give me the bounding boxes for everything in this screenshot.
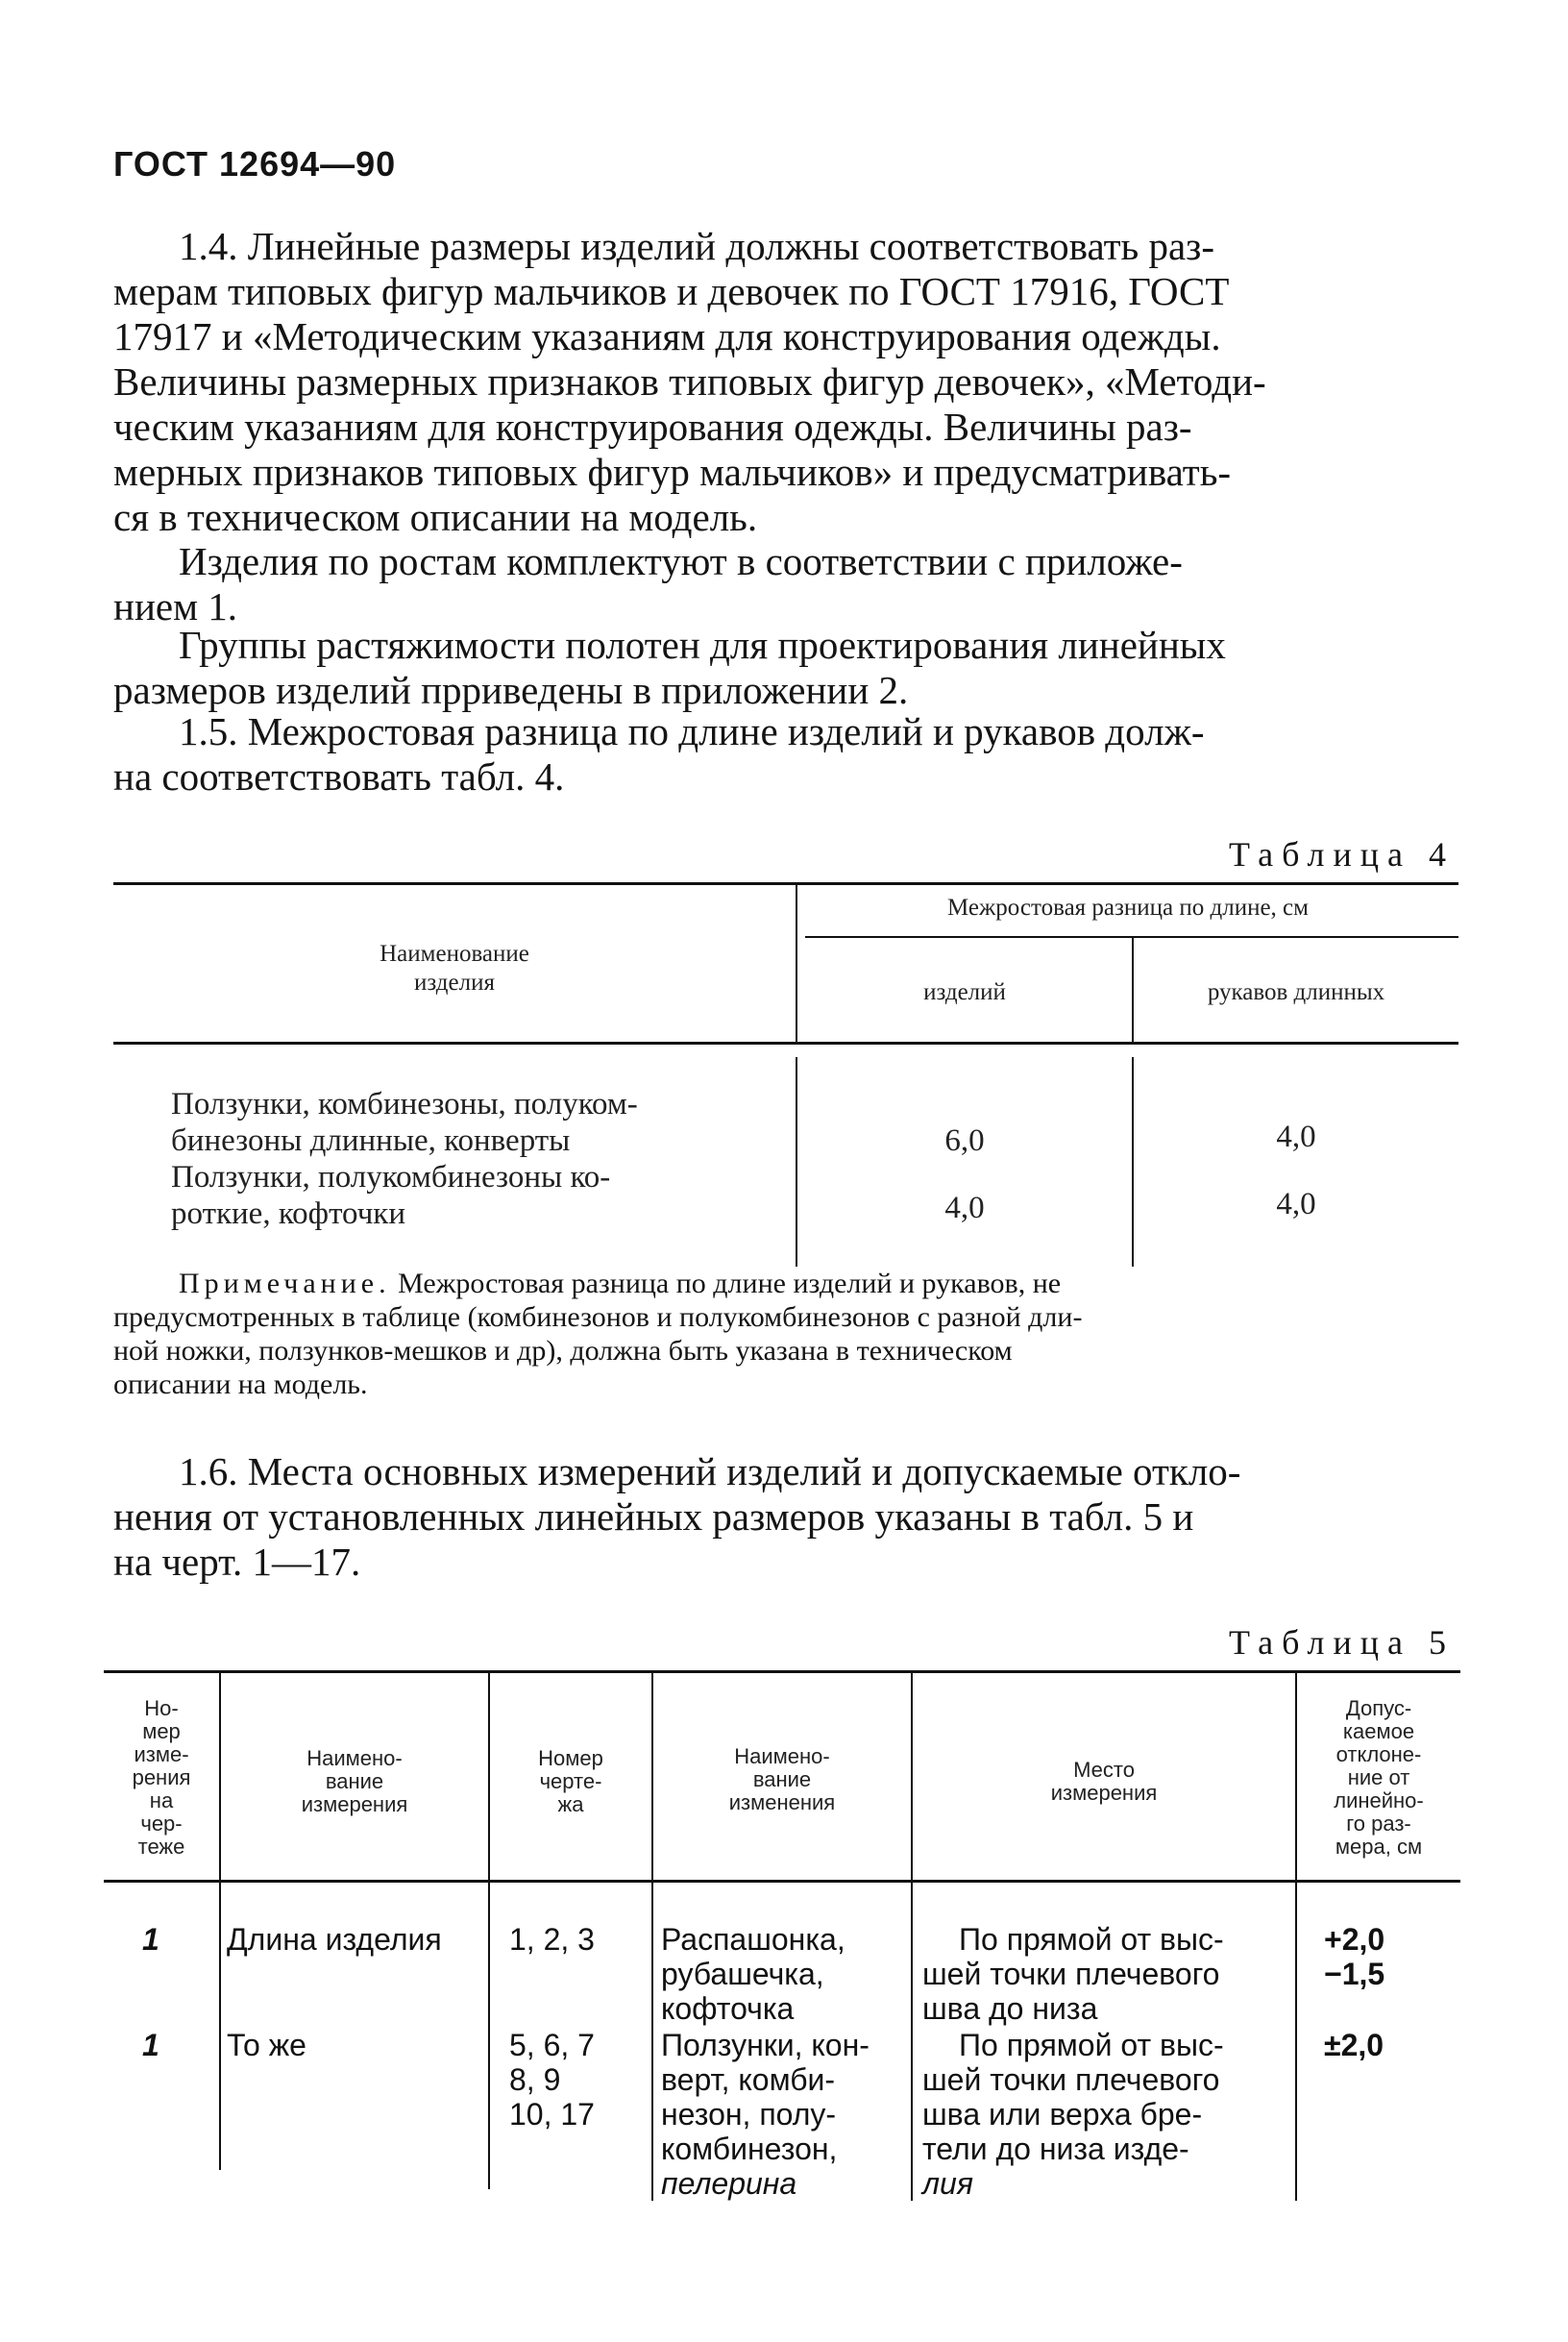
- column-divider: [1132, 1057, 1134, 1267]
- text-line: 1.6. Места основных измерений изделий и допускаемые откло-: [179, 1449, 1241, 1493]
- note-label: Примечание.: [179, 1268, 391, 1299]
- header-measure-name: Наимено- вание измерения: [301, 1746, 408, 1816]
- table-cell-drawing: 1, 2, 3: [509, 1922, 595, 1957]
- table-row-name: Ползунки, комбинезоны, полуком- бинезоны длинные, конверты Ползунки, полукомбинезоны ко- роткие, кофточки: [171, 1087, 638, 1231]
- text-line: на черт. 1—17.: [113, 1540, 361, 1584]
- table-cell-num: 1: [142, 1922, 159, 1957]
- paragraph-stretch-groups: [113, 623, 1458, 713]
- text-line: нием 1.: [113, 584, 238, 629]
- text-line: Изделия по ростам комплектуют в соответствии с приложе-: [179, 539, 1183, 583]
- header-item-name: Наимено- вание изменения: [728, 1744, 836, 1814]
- text-line: 17917 и «Методическим указаниям для конструирования одежды.: [113, 314, 1221, 358]
- table-rule: [104, 1670, 1460, 1673]
- table-cell-item: Ползунки, кон- верт, комби- незон, полу- комбинезон, пелерина: [661, 2028, 870, 2201]
- text-line: 1.4. Линейные размеры изделий должны соответствовать раз-: [179, 224, 1215, 268]
- table-cell: 4,0: [1276, 1120, 1316, 1154]
- table-cell-measure: Длина изделия: [227, 1922, 442, 1957]
- text-line: размеров изделий прриведены в приложении 2.: [113, 668, 909, 712]
- table-cell-tolerance: ±2,0: [1324, 2028, 1384, 2062]
- header-place: Место измерения: [1050, 1758, 1158, 1805]
- text-line: на соответствовать табл. 4.: [113, 754, 565, 799]
- text-line: Группы растяжимости полотен для проектирования линейных: [179, 623, 1226, 667]
- table-cell: 4,0: [944, 1191, 985, 1225]
- header-group: Межростовая разница по длине, см: [947, 895, 1309, 921]
- column-divider: [796, 1057, 797, 1267]
- table-cell: 4,0: [1276, 1187, 1316, 1221]
- text-line: ческим указаниям для конструирования одежды. Величины раз-: [113, 405, 1192, 449]
- header-item-name: Наименование изделия: [380, 941, 529, 996]
- table-cell-place: По прямой от выс- шей точки плечевого шва до низа: [922, 1922, 1224, 2026]
- header-col-sleeves: рукавов длинных: [1207, 979, 1385, 1005]
- text-line: мерных признаков типовых фигур мальчиков» и предусматривать-: [113, 450, 1232, 494]
- text-line: ной ножки, ползунков-мешков и др), должна быть указана в техническом: [113, 1335, 1013, 1367]
- table4-note: [113, 1267, 1458, 1401]
- column-divider: [219, 1670, 221, 2170]
- table-4: [113, 882, 1458, 1267]
- table-rule: [113, 1042, 1458, 1045]
- paragraph-sets: [113, 539, 1458, 629]
- table-cell-num: 1: [142, 2028, 159, 2062]
- section-1-5: [113, 709, 1458, 800]
- text-line: Межростовая разница по длине изделий и рукавов, не: [390, 1268, 1062, 1299]
- table-rule: [113, 882, 1458, 885]
- doc-code: ГОСТ 12694—90: [113, 144, 397, 184]
- table-cell: 6,0: [944, 1123, 985, 1158]
- text-line: 1.5. Межростовая разница по длине изделий и рукавов долж-: [179, 709, 1205, 753]
- table-rule: [104, 1880, 1460, 1883]
- section-1-6: [113, 1449, 1458, 1585]
- table-cell-drawing: 5, 6, 7 8, 9 10, 17: [509, 2028, 595, 2132]
- header-tolerance: Допус- каемое отклоне- ние от линейно- го раз- мера, см: [1334, 1696, 1424, 1859]
- text-line: ся в техническом описании на модель.: [113, 495, 758, 539]
- text-line: нения от установленных линейных размеров указаны в табл. 5 и: [113, 1494, 1194, 1539]
- text-line: описании на модель.: [113, 1368, 368, 1400]
- header-col-items: изделий: [923, 979, 1006, 1005]
- header-drawing: Номер черте- жа: [538, 1746, 603, 1816]
- table-cell-measure: То же: [227, 2028, 306, 2062]
- section-1-4: [113, 224, 1458, 540]
- table-cell-item: Распашонка, рубашечка, кофточка: [661, 1922, 845, 2026]
- table4-caption: Таблица 4: [1229, 835, 1455, 874]
- table5-caption: Таблица 5: [1229, 1623, 1455, 1662]
- table-cell-place: По прямой от выс- шей точки плечевого шва или верха бре- тели до низа изде- лия: [922, 2028, 1224, 2201]
- text-line: Величины размерных признаков типовых фигур девочек», «Методи-: [113, 359, 1266, 404]
- column-divider: [911, 1670, 913, 2201]
- header-num: Но- мер изме- рения на чер- теже: [132, 1696, 191, 1859]
- table-5: [104, 1670, 1460, 2208]
- table-cell-tolerance: +2,0 −1,5: [1324, 1922, 1385, 1991]
- text-line: мерам типовых фигур мальчиков и девочек по ГОСТ 17916, ГОСТ: [113, 269, 1230, 313]
- text-line: предусмотренных в таблице (комбинезонов и полукомбинезонов с разной дли-: [113, 1301, 1083, 1333]
